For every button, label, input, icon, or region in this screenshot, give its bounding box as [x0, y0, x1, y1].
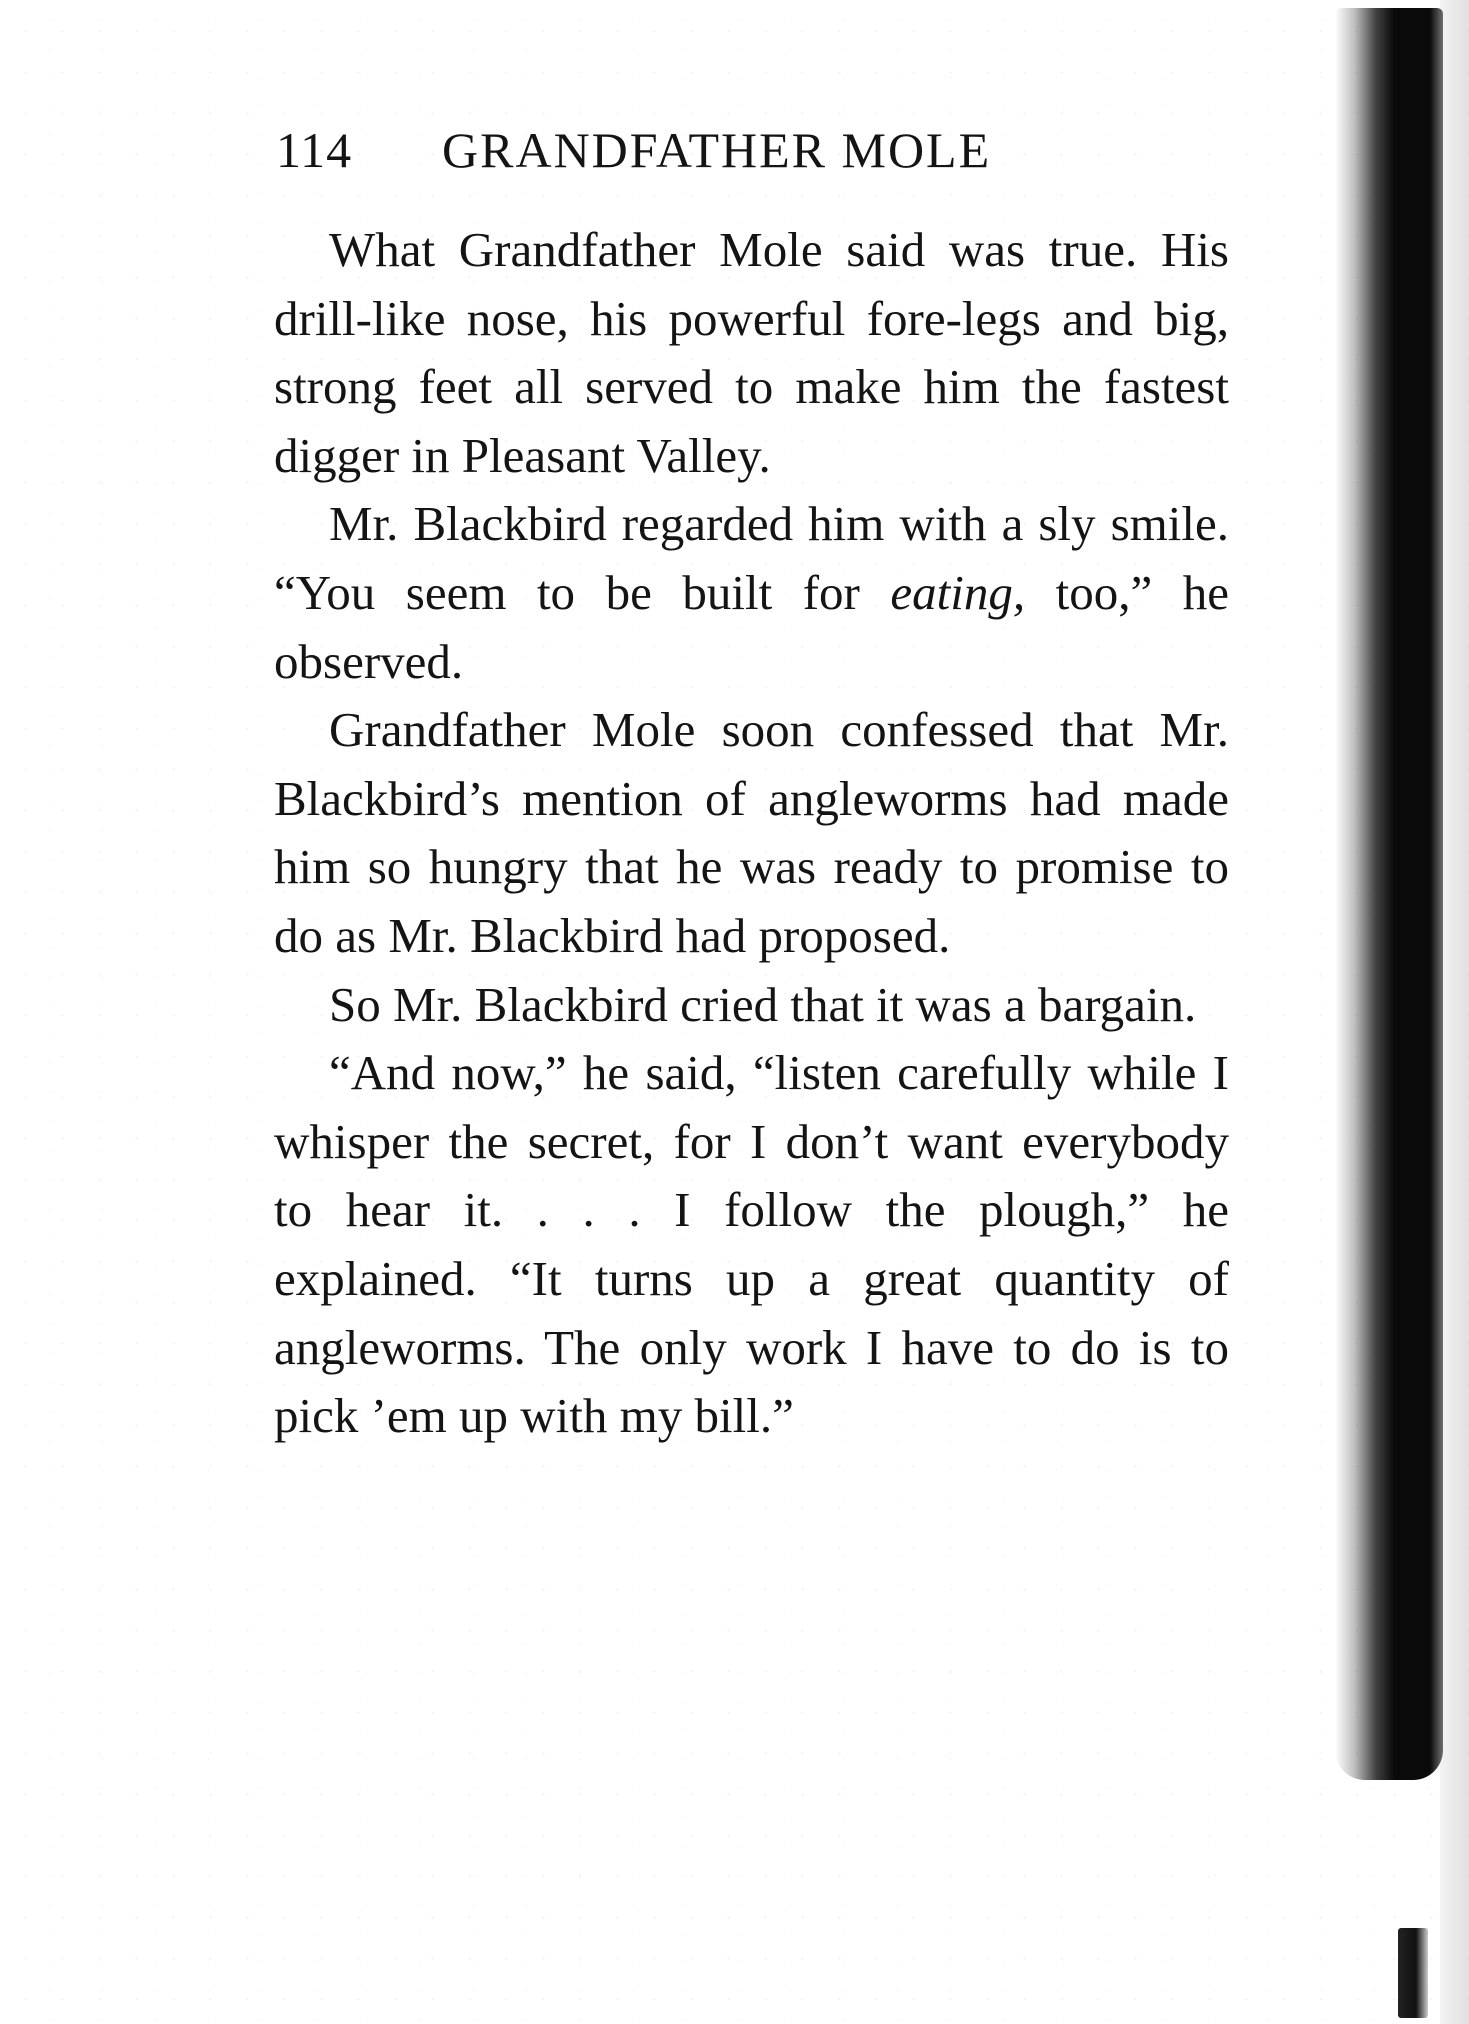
page-number: 114 — [276, 122, 353, 178]
paragraph: What Grandfather Mole said was true. His drill-like nose, his powerful fore-legs and big, strong feet all served to make him the fastest digger in Pleasant Valley. — [274, 222, 1229, 483]
paragraph-text: too,” he observed. — [274, 564, 1229, 689]
paragraph: Grandfather Mole soon confessed that Mr. Blackbird’s mention of angleworms had made him so hungry that he was ready to promise to do as Mr. Blackbird had proposed. — [274, 702, 1229, 963]
page-edge — [1440, 0, 1469, 2024]
page-header — [276, 118, 1236, 182]
binding-shadow — [1335, 8, 1443, 1780]
page-body — [274, 216, 1229, 1451]
paragraph: “And now,” he said, “listen carefully while I whisper the secret, for I don’t want everybody to hear it. . . . I follow the plough,” he explained. “It turns up a great quantity of angleworms. The only work I have to do is to pick ’em up with my bill.” — [274, 1045, 1229, 1444]
italic-word: eating, — [890, 564, 1026, 620]
paragraph-text: Mr. Blackbird regarded him with a sly smile. “You seem to be built for — [274, 496, 1229, 620]
paragraph — [274, 490, 1229, 696]
paragraph: So Mr. Blackbird cried that it was a bargain. — [329, 976, 1197, 1032]
running-title: GRANDFATHER MOLE — [442, 122, 992, 178]
scan-corner-mark — [1398, 1928, 1428, 2018]
